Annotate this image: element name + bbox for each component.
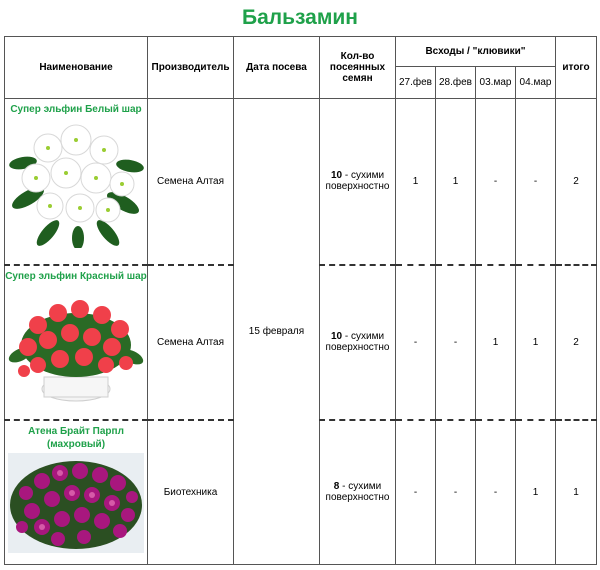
header-row [5,37,597,67]
count-cell: - [436,265,476,420]
count-cell: 1 [436,99,476,265]
producer-cell: Семена Алтая [148,99,234,265]
plant-name: Атена Брайт Парпл (махровый) [28,425,124,450]
count-cell: - [396,265,436,420]
producer-cell: Семена Алтая [148,265,234,420]
count-cell: 1 [476,265,516,420]
purple-impatiens-photo [8,453,144,553]
seeds-cell: 10 - сухими поверхностно [320,99,396,265]
date-header: 04.мар [516,67,556,99]
plant-cell [5,265,148,420]
header-seeds: Кол-во посеянных семян [320,37,396,99]
count-cell: 1 [396,99,436,265]
red-impatiens-photo [8,285,144,405]
header-producer: Производитель [148,37,234,99]
white-impatiens-photo [8,118,144,248]
date-header: 03.мар [476,67,516,99]
count-cell: - [476,99,516,265]
plant-cell [5,99,148,265]
table-row [5,99,597,265]
header-name: Наименование [5,37,148,99]
total-cell: 2 [556,265,597,420]
count-cell: - [396,420,436,565]
plant-name: Супер эльфин Красный шар [5,270,147,282]
producer-cell: Биотехника [148,420,234,565]
total-cell: 2 [556,99,597,265]
sow-date-cell: 15 февраля [234,99,320,565]
seeds-cell: 10 - сухими поверхностно [320,265,396,420]
sowing-table [4,36,597,565]
total-cell: 1 [556,420,597,565]
page-title: Бальзамин [242,6,358,29]
date-header: 27.фев [396,67,436,99]
count-cell: - [516,99,556,265]
count-cell: 1 [516,420,556,565]
count-cell: - [436,420,476,565]
plant-name: Супер эльфин Белый шар [10,104,142,115]
header-sprouts: Всходы / "клювики" [396,37,556,67]
count-cell: - [476,420,516,565]
header-sow-date: Дата посева [234,37,320,99]
seeds-cell: 8 - сухими поверхностно [320,420,396,565]
header-total: итого [556,37,597,99]
date-header: 28.фев [436,67,476,99]
count-cell: 1 [516,265,556,420]
plant-cell [5,420,148,565]
